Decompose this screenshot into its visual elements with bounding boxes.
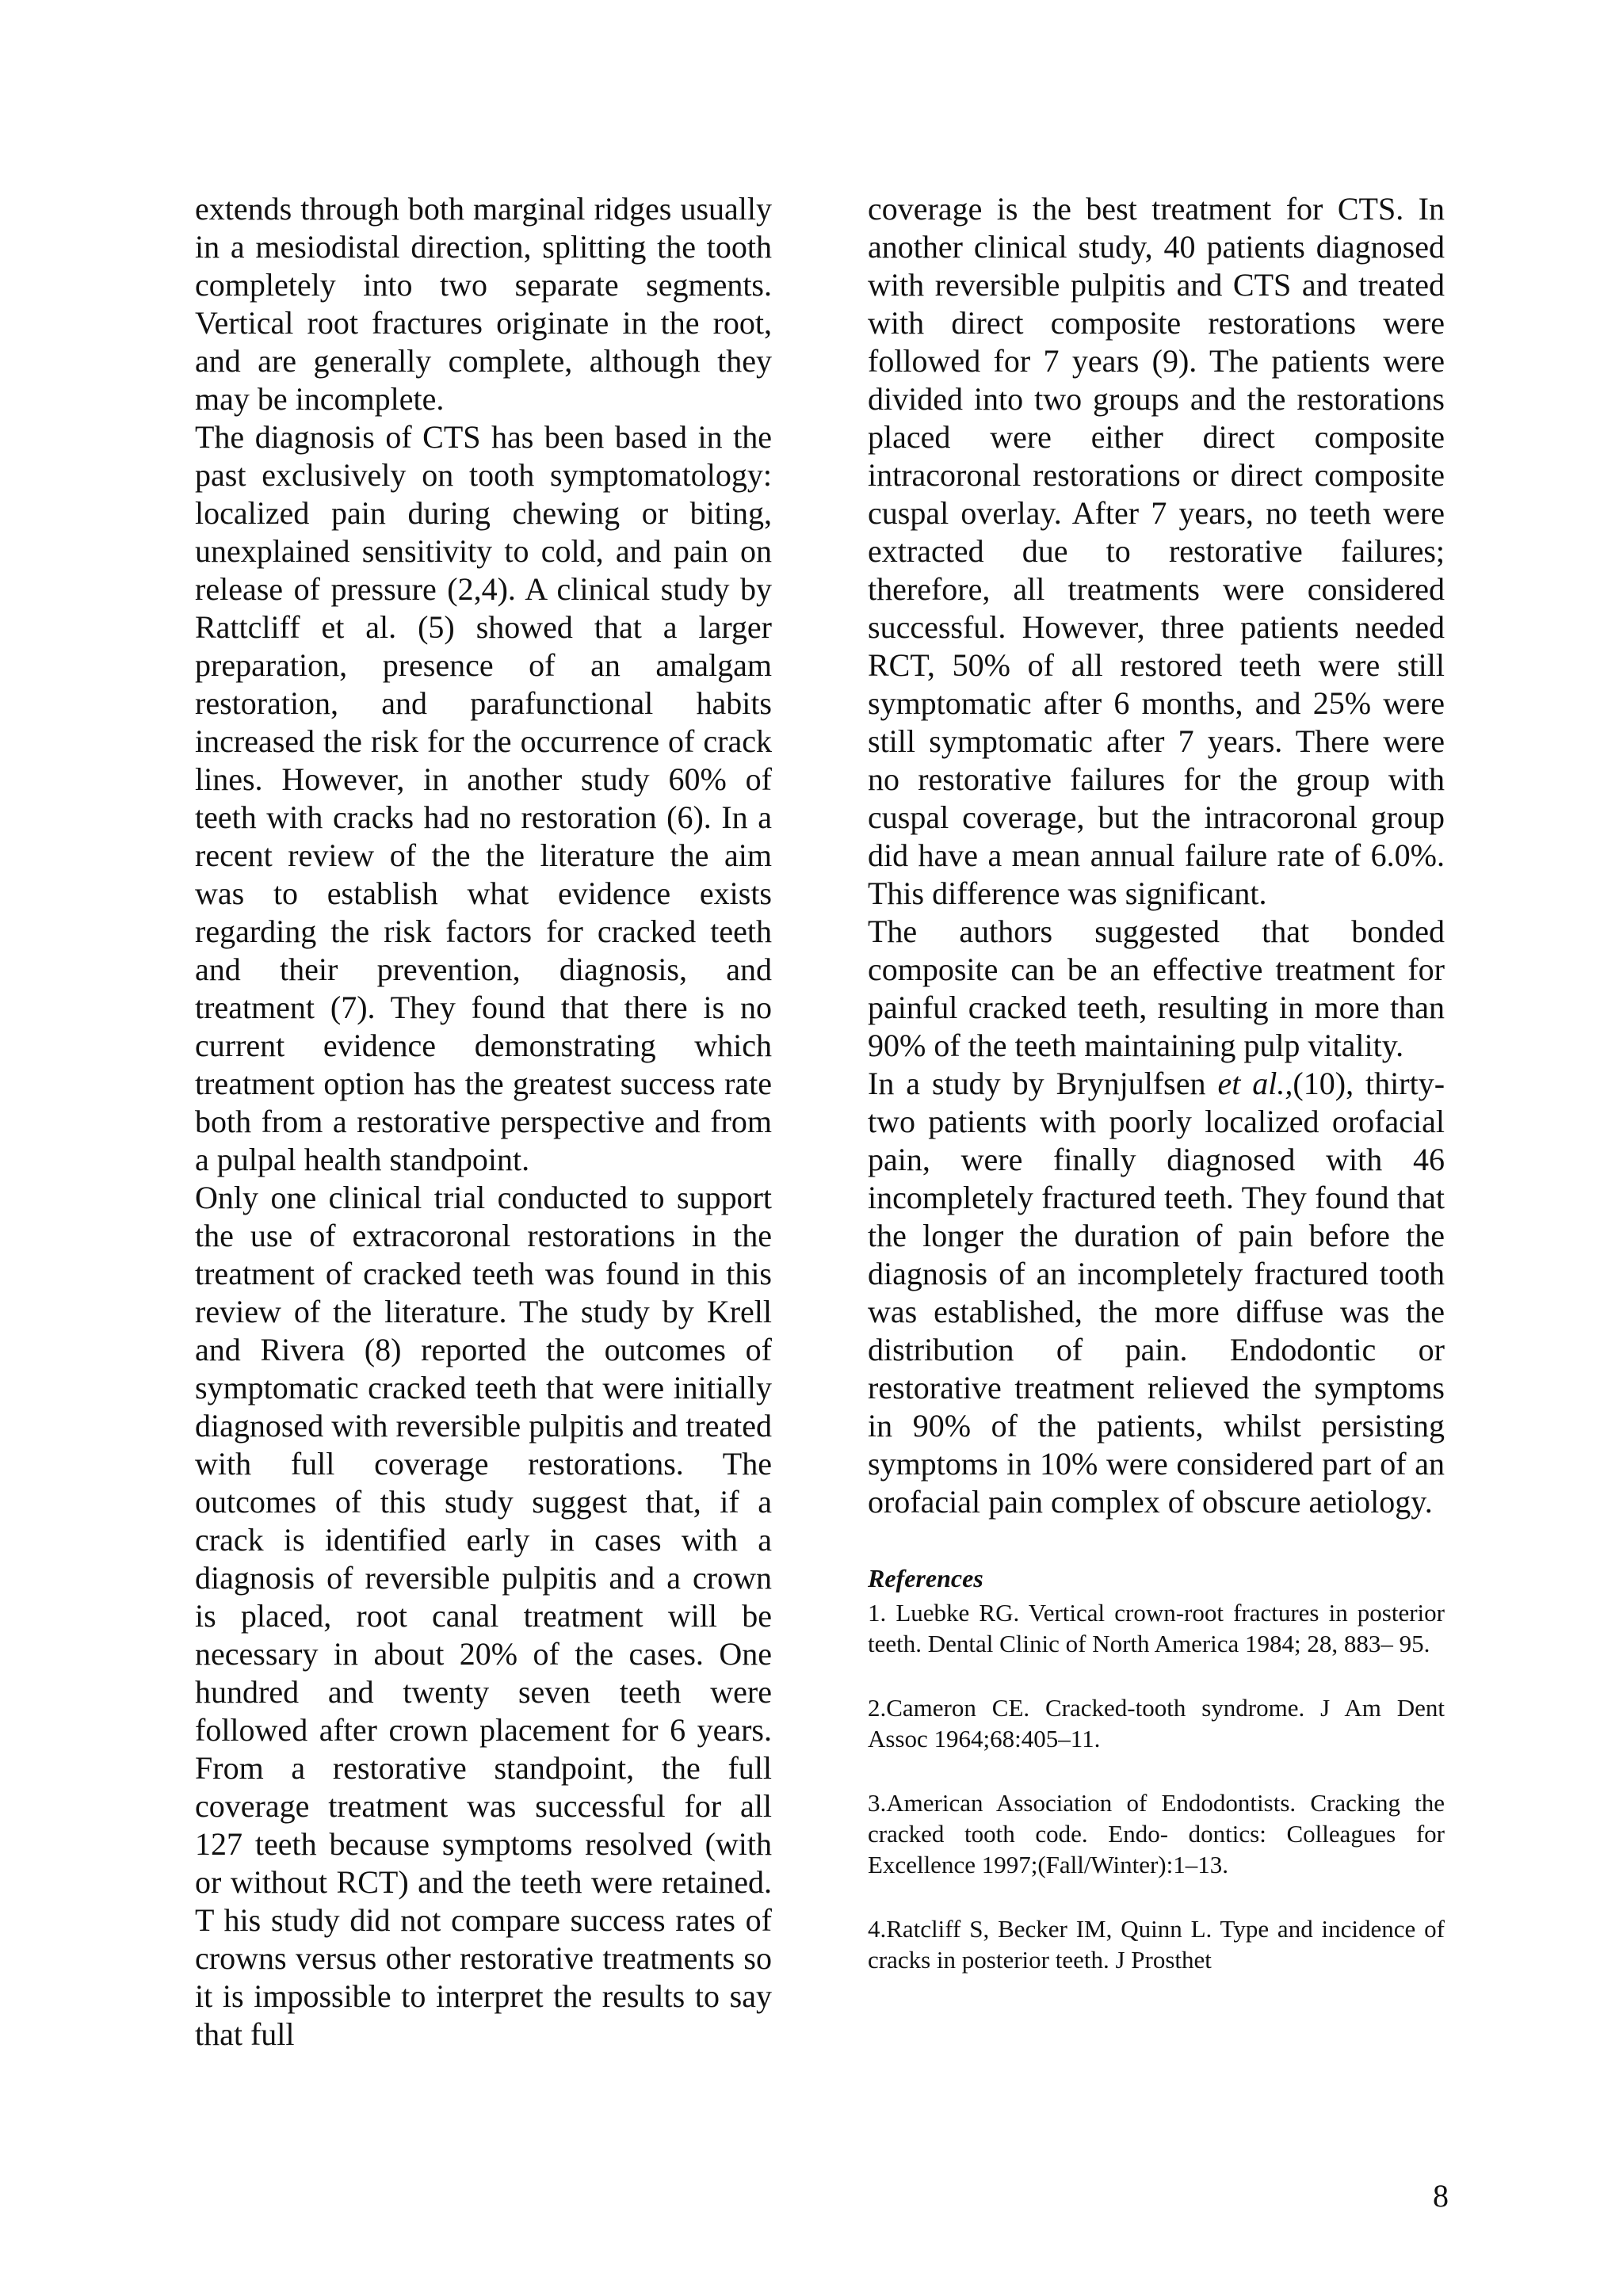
references-heading: References — [868, 1564, 983, 1592]
paragraph-brynjulfsen-study — [868, 1065, 1445, 1521]
paragraph-bonded-composite: The authors suggested that bonded composite can be an effective treatment for painful cracked teeth, resulting in more than 90% of the teeth maintaining pulp vitality. — [868, 913, 1445, 1063]
paragraph-fracture-definition: extends through both marginal ridges usually in a mesiodistal direction, splitting the tooth completely into two separate segments. Vertical root fractures originate in the root, and are generally complete, although they may be incomplete. — [195, 191, 772, 417]
brynjulfsen-text-before: In a study by Brynjulfsen — [868, 1066, 1218, 1101]
reference-item: 1. Luebke RG. Vertical crown-root fractures in posterior teeth. Dental Clinic of North America 1984; 28, 883– 95. — [868, 1599, 1445, 1657]
right-column — [868, 190, 1445, 2008]
left-column — [195, 190, 772, 2054]
paragraph-cuspal-coverage: coverage is the best treatment for CTS. In another clinical study, 40 patients diagnosed with reversible pulpitis and CTS and treated with direct composite restorations were followed for 7 years (9). The patients were divided into two groups and the restorations placed were either direct composite intracoronal restorations or direct composite cuspal overlay. After 7 years, no teeth were extracted due to restorative failures; therefore, all treatments were considered successful. However, three patients needed RCT, 50% of all restored teeth were still symptomatic after 6 months, and 25% were still symptomatic after 7 years. There were no restorative failures for the group with cuspal coverage, but the intracoronal group did have a mean annual failure rate of 6.0%. This difference was significant. — [868, 191, 1445, 911]
brynjulfsen-et-al: et al., — [1217, 1066, 1293, 1101]
reference-item: 4.Ratcliff S, Becker IM, Quinn L. Type and incidence of cracks in posterior teeth. J Prosthet — [868, 1915, 1445, 1974]
paragraph-clinical-trial: Only one clinical trial conducted to support the use of extracoronal restorations in the treatment of cracked teeth was found in this review of the literature. The study by Krell and Rivera (8) reported the outcomes of symptomatic cracked teeth that were initially diagnosed with reversible pulpitis and treated with full coverage restorations. The outcomes of this study suggest that, if a crack is identified early in cases with a diagnosis of reversible pulpitis and a crown is placed, root canal treatment will be necessary in about 20% of the cases. One hundred and twenty seven teeth were followed after crown placement for 6 years. From a restorative standpoint, the full coverage treatment was successful for all 127 teeth because symptoms resolved (with or without RCT) and the teeth were retained. T his study did not compare success rates of crowns versus other restorative treatments so it is impossible to interpret the results to say that full — [195, 1180, 772, 2052]
reference-item: 3.American Association of Endodontists. Cracking the cracked tooth code. Endo- dontics: Colleagues for Excellence 1997;(Fall/Winter):1–13. — [868, 1789, 1445, 1878]
reference-item: 2.Cameron CE. Cracked-tooth syndrome. J Am Dent Assoc 1964;68:405–11. — [868, 1694, 1445, 1753]
page-number: 8 — [1433, 2178, 1449, 2214]
paragraph-diagnosis: The diagnosis of CTS has been based in the past exclusively on tooth symptomatology: localized pain during chewing or biting, unexplained sensitivity to cold, and pain on release of pressure (2,4). A clinical study by Rattcliff et al. (5) showed that a larger preparation, presence of an amalgam restoration, and parafunctional habits increased the risk for the occurrence of crack lines. However, in another study 60% of teeth with cracks had no restoration (6). In a recent review of the the literature the aim was to establish what evidence exists regarding the risk factors for cracked teeth and their prevention, diagnosis, and treatment (7). They found that there is no current evidence demonstrating which treatment option has the greatest success rate both from a restorative perspective and from a pulpal health standpoint. — [195, 419, 772, 1177]
brynjulfsen-text-after: (10), thirty-two patients with poorly localized orofacial pain, were finally diagnosed with 46 incompletely fractured teeth. They found that the longer the duration of pain before the diagnosis of an incompletely fractured tooth was established, the more diffuse was the distribution of pain. Endodontic or restorative treatment relieved the symptoms in 90% of the patients, whilst persisting symptoms in 10% were considered part of an orofacial pain complex of obscure aetiology. — [868, 1066, 1445, 1520]
